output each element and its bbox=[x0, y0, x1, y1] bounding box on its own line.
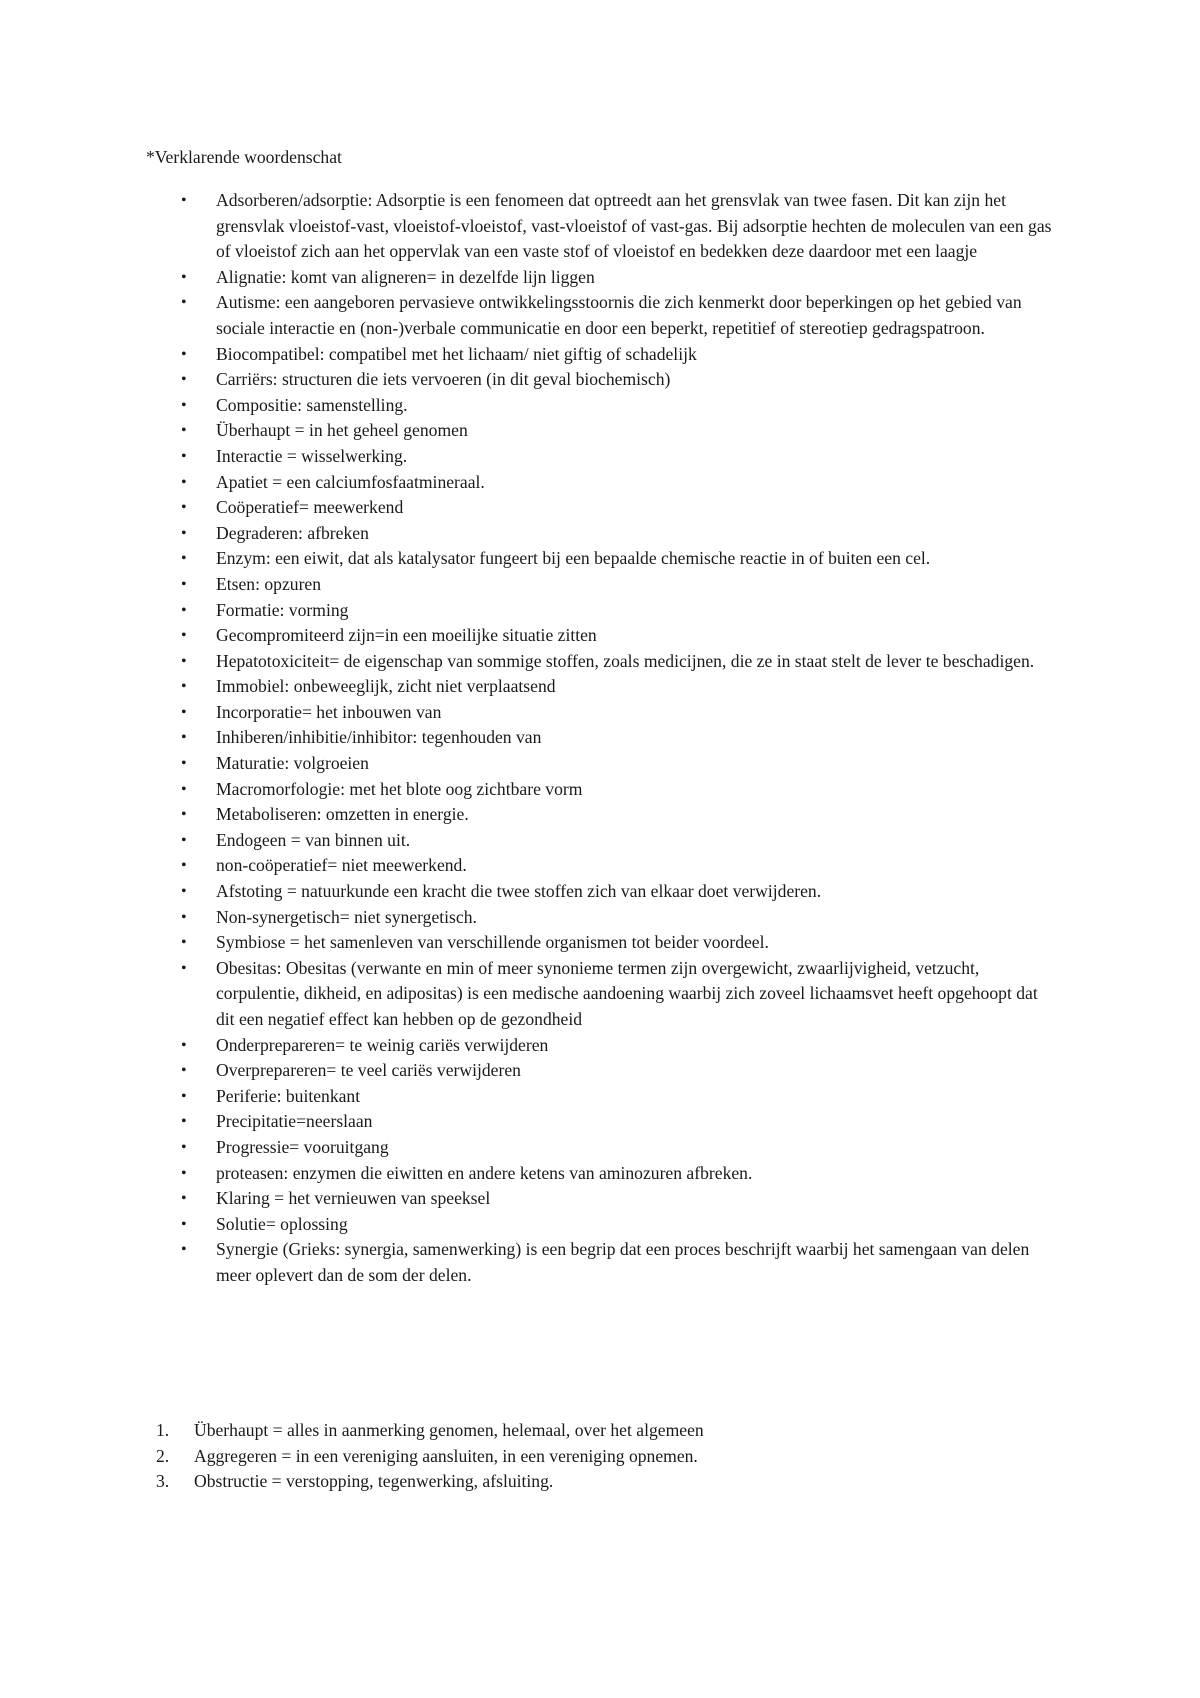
glossary-item-text: Maturatie: volgroeien bbox=[216, 753, 369, 774]
glossary-item bbox=[0, 905, 1060, 931]
glossary-item-text: Obesitas: Obesitas (verwante en min of meer synonieme termen zijn overgewicht, zwaarlijvigheid, vetzucht, corpulentie, dikheid, en adipositas) is een medische aandoening waarbij zich zoveel lichaamsvet heeft opgehoopt dat dit een negatief effect kan hebben op de gezondheid bbox=[216, 957, 1038, 1029]
glossary-item bbox=[0, 777, 1060, 803]
glossary-item bbox=[0, 598, 1060, 624]
bullet-icon: • bbox=[181, 268, 187, 286]
numbered-item-marker: 2. bbox=[156, 1445, 170, 1466]
bullet-icon: • bbox=[181, 1164, 187, 1182]
glossary-item-text: Alignatie: komt van aligneren= in dezelfde lijn liggen bbox=[216, 266, 595, 287]
glossary-item-text: Etsen: opzuren bbox=[216, 573, 322, 594]
numbered-item-text: Aggregeren = in een vereniging aansluiten, in een vereniging opnemen. bbox=[194, 1445, 698, 1466]
glossary-item bbox=[0, 546, 1060, 572]
bullet-icon: • bbox=[181, 499, 187, 517]
bullet-icon: • bbox=[181, 192, 187, 209]
glossary-item-text: Compositie: samenstelling. bbox=[216, 394, 408, 415]
glossary-item bbox=[0, 879, 1060, 905]
glossary-item-text: Solutie= oplossing bbox=[216, 1213, 348, 1234]
glossary-item bbox=[0, 265, 1060, 291]
glossary-item bbox=[0, 930, 1060, 956]
glossary-item-text: Hepatotoxiciteit= de eigenschap van sommige stoffen, zoals medicijnen, die ze in staat stelt de lever te beschadigen. bbox=[216, 650, 1035, 671]
glossary-item bbox=[0, 188, 1060, 265]
glossary-item-text: Carriërs: structuren die iets vervoeren (in dit geval biochemisch) bbox=[216, 369, 671, 390]
bullet-icon: • bbox=[181, 1062, 187, 1080]
glossary-item-text: Afstoting = natuurkunde een kracht die twee stoffen zich van elkaar doet verwijderen. bbox=[216, 881, 822, 902]
glossary-item bbox=[0, 444, 1060, 470]
numbered-item-text: Obstructie = verstopping, tegenwerking, afsluiting. bbox=[194, 1471, 554, 1492]
bullet-icon: • bbox=[181, 550, 187, 568]
glossary-item bbox=[0, 1109, 1060, 1135]
bullet-icon: • bbox=[181, 883, 187, 901]
glossary-item-text: Incorporatie= het inbouwen van bbox=[216, 701, 442, 722]
bullet-icon: • bbox=[181, 1190, 187, 1208]
glossary-item-text: non-coöperatief= niet meewerkend. bbox=[216, 855, 467, 876]
bullet-icon: • bbox=[181, 575, 187, 593]
numbered-item-text: Überhaupt = alles in aanmerking genomen, helemaal, over het algemeen bbox=[194, 1420, 704, 1440]
glossary-item bbox=[0, 853, 1060, 879]
glossary-item-text: Formatie: vorming bbox=[216, 599, 349, 620]
glossary-item-text: Interactie = wisselwerking. bbox=[216, 445, 408, 466]
bullet-icon: • bbox=[181, 1241, 187, 1259]
glossary-item-text: Metaboliseren: omzetten in energie. bbox=[216, 804, 469, 825]
glossary-numbered-list bbox=[0, 1418, 1060, 1495]
glossary-item bbox=[0, 802, 1060, 828]
glossary-item bbox=[0, 674, 1060, 700]
numbered-item-marker: 3. bbox=[156, 1471, 170, 1492]
bullet-icon: • bbox=[181, 473, 187, 491]
glossary-bullet-list bbox=[0, 188, 1060, 1289]
bullet-icon: • bbox=[181, 806, 187, 824]
glossary-item bbox=[0, 290, 1060, 341]
glossary-item bbox=[0, 470, 1060, 496]
glossary-item-text: Coöperatief= meewerkend bbox=[216, 497, 404, 518]
glossary-item bbox=[0, 1161, 1060, 1187]
glossary-item-text: Onderprepareren= te weinig cariës verwijderen bbox=[216, 1034, 549, 1055]
glossary-item bbox=[0, 700, 1060, 726]
bullet-icon: • bbox=[181, 831, 187, 849]
glossary-item bbox=[0, 1058, 1060, 1084]
bullet-icon: • bbox=[181, 959, 187, 977]
glossary-item-text: Biocompatibel: compatibel met het lichaam/ niet giftig of schadelijk bbox=[216, 343, 697, 364]
glossary-item-text: Autisme: een aangeboren pervasieve ontwikkelingsstoornis die zich kenmerkt door beperkingen op het gebied van sociale interactie en (non-)verbale communicatie en door een beperkt, repetitief of stereotiep gedragspatroon. bbox=[216, 292, 1022, 338]
bullet-icon: • bbox=[181, 755, 187, 773]
glossary-item bbox=[0, 649, 1060, 675]
bullet-icon: • bbox=[181, 703, 187, 721]
glossary-item-text: Degraderen: afbreken bbox=[216, 522, 369, 543]
bullet-icon: • bbox=[181, 422, 187, 440]
glossary-item bbox=[0, 521, 1060, 547]
glossary-item-text: Überhaupt = in het geheel genomen bbox=[216, 420, 468, 441]
numbered-item-marker: 1. bbox=[156, 1420, 170, 1440]
bullet-icon: • bbox=[181, 1036, 187, 1054]
glossary-item bbox=[0, 623, 1060, 649]
glossary-item bbox=[0, 393, 1060, 419]
bullet-icon: • bbox=[181, 678, 187, 696]
glossary-item-text: Adsorberen/adsorptie: Adsorptie is een fenomeen dat optreedt aan het grensvlak van twee fasen. Dit kan zijn het grensvlak vloeistof-vast, vloeistof-vloeistof, vast-vloeistof of vast-gas. Bij adsorptie hechten de moleculen van een gas of vloeistof zich aan het oppervlak van een vaste stof of vloeistof en bedekken deze daardoor met een laagje bbox=[216, 190, 1052, 262]
glossary-item-text: Precipitatie=neerslaan bbox=[216, 1111, 373, 1132]
bullet-icon: • bbox=[181, 780, 187, 798]
bullet-icon: • bbox=[181, 857, 187, 875]
bullet-icon: • bbox=[181, 524, 187, 542]
glossary-item bbox=[0, 1135, 1060, 1161]
glossary-item-text: Enzym: een eiwit, dat als katalysator fungeert bij een bepaalde chemische reactie in of buiten een cel. bbox=[216, 548, 931, 569]
glossary-item bbox=[0, 751, 1060, 777]
glossary-item bbox=[0, 1084, 1060, 1110]
glossary-item-text: Endogeen = van binnen uit. bbox=[216, 829, 411, 850]
glossary-item-text: Progressie= vooruitgang bbox=[216, 1136, 389, 1157]
numbered-item bbox=[0, 1418, 1060, 1444]
bullet-icon: • bbox=[181, 627, 187, 645]
bullet-icon: • bbox=[181, 294, 187, 312]
glossary-item bbox=[0, 418, 1060, 444]
glossary-item-text: Symbiose = het samenleven van verschillende organismen tot beider voordeel. bbox=[216, 932, 769, 953]
glossary-item-text: proteasen: enzymen die eiwitten en andere ketens van aminozuren afbreken. bbox=[216, 1162, 753, 1183]
glossary-item bbox=[0, 1237, 1060, 1288]
glossary-item bbox=[0, 367, 1060, 393]
glossary-item-text: Klaring = het vernieuwen van speeksel bbox=[216, 1188, 491, 1209]
glossary-item-text: Synergie (Grieks: synergia, samenwerking) is een begrip dat een proces beschrijft waarbij het samengaan van delen meer oplevert dan de som der delen. bbox=[216, 1239, 1030, 1285]
glossary-item-text: Immobiel: onbeweeglijk, zicht niet verplaatsend bbox=[216, 676, 556, 697]
glossary-item-text: Non-synergetisch= niet synergetisch. bbox=[216, 906, 477, 927]
glossary-item-text: Apatiet = een calciumfosfaatmineraal. bbox=[216, 471, 485, 492]
bullet-icon: • bbox=[181, 396, 187, 414]
glossary-item-text: Macromorfologie: met het blote oog zichtbare vorm bbox=[216, 778, 583, 799]
bullet-icon: • bbox=[181, 1113, 187, 1131]
glossary-item bbox=[0, 725, 1060, 751]
glossary-item bbox=[0, 1033, 1060, 1059]
bullet-icon: • bbox=[181, 934, 187, 952]
bullet-icon: • bbox=[181, 447, 187, 465]
numbered-item bbox=[0, 1469, 1060, 1495]
glossary-item bbox=[0, 1212, 1060, 1238]
bullet-icon: • bbox=[181, 371, 187, 389]
bullet-icon: • bbox=[181, 601, 187, 619]
glossary-item-text: Inhiberen/inhibitie/inhibitor: tegenhouden van bbox=[216, 727, 542, 748]
glossary-item-text: Periferie: buitenkant bbox=[216, 1085, 361, 1106]
glossary-item bbox=[0, 342, 1060, 368]
bullet-icon: • bbox=[181, 1087, 187, 1105]
bullet-icon: • bbox=[181, 1138, 187, 1156]
document-title: *Verklarende woordenschat bbox=[146, 147, 342, 167]
bullet-icon: • bbox=[181, 652, 187, 670]
bullet-icon: • bbox=[181, 729, 187, 747]
glossary-item bbox=[0, 956, 1060, 1033]
glossary-item-text: Gecompromiteerd zijn=in een moeilijke situatie zitten bbox=[216, 625, 597, 646]
glossary-item bbox=[0, 1186, 1060, 1212]
bullet-icon: • bbox=[181, 908, 187, 926]
glossary-item bbox=[0, 495, 1060, 521]
bullet-icon: • bbox=[181, 345, 187, 363]
glossary-item bbox=[0, 828, 1060, 854]
glossary-item bbox=[0, 572, 1060, 598]
bullet-icon: • bbox=[181, 1215, 187, 1233]
numbered-item bbox=[0, 1444, 1060, 1470]
glossary-item-text: Overprepareren= te veel cariës verwijderen bbox=[216, 1060, 521, 1081]
